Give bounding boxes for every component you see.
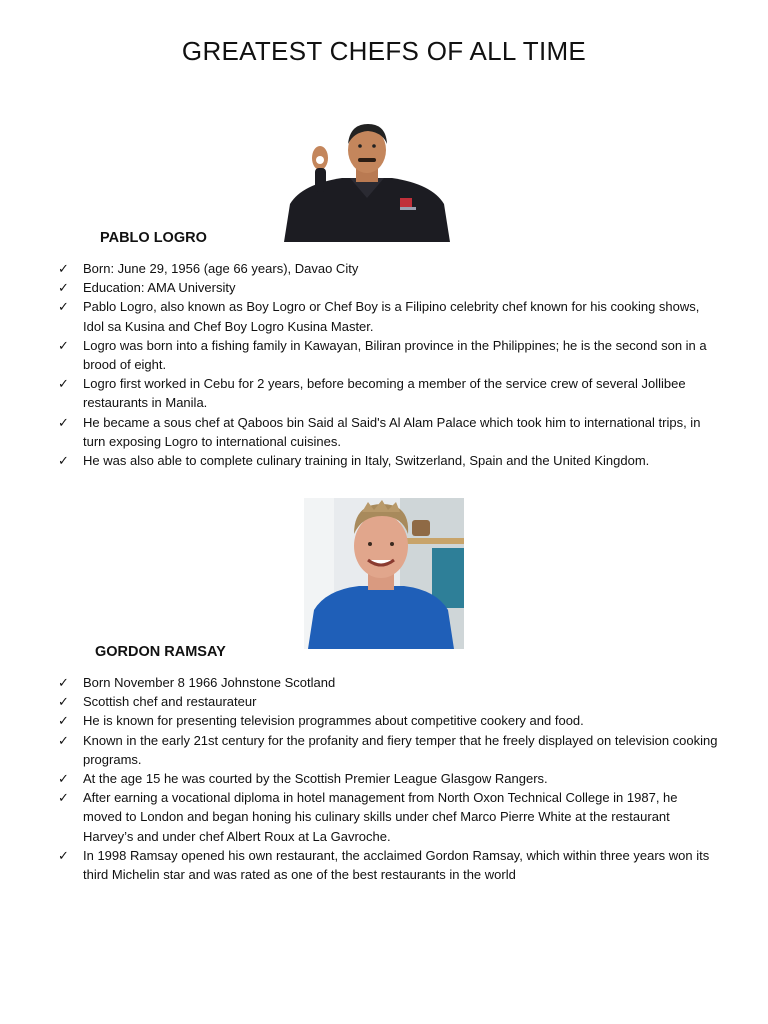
check-icon: ✓ [58,453,69,469]
check-icon: ✓ [58,414,69,430]
check-icon: ✓ [58,299,69,315]
list-item [58,692,718,711]
check-icon: ✓ [58,261,69,276]
chef-gordon-ramsay-photo [304,498,464,649]
fact-text: Education: AMA University [83,280,236,296]
list-item [58,788,718,846]
page-title: GREATEST CHEFS OF ALL TIME [181,36,587,66]
check-icon: ✓ [58,771,69,787]
check-icon: ✓ [58,694,69,710]
fact-text: He is known for presenting television programmes about competitive cookery and food. [83,713,584,729]
list-item [58,731,718,769]
check-icon: ✓ [58,280,69,296]
fact-text: Born: June 29, 1956 (age 66 years), Davao City [83,261,359,276]
fact-text: Known in the early 21st century for the profanity and fiery temper that he freely displayed on television cooking programs. [83,732,718,767]
pablo-logro-facts-list [58,259,718,470]
fact-text: Pablo Logro, also known as Boy Logro or Chef Boy is a Filipino celebrity chef known for his cooking shows, Idol sa Kusina and Chef Boy Logro Kusina Master. [83,299,700,334]
list-item [58,336,718,374]
check-icon: ✓ [58,337,69,353]
chef-pablo-logro-photo [282,118,452,242]
chef-name-pablo-logro: PABLO LOGRO [100,230,207,246]
gordon-ramsay-facts-list [58,673,718,884]
fact-text: Logro was born into a fishing family in Kawayan, Biliran province in the Philippines; he is the second son in a brood of eight. [83,337,707,373]
check-icon: ✓ [58,376,69,392]
list-item [58,711,718,730]
fact-text: He became a sous chef at Qaboos bin Said al Said's Al Alam Palace which took him to international trips, in turn exposing Logro to international cuisines. [83,414,701,449]
fact-text: At the age 15 he was courted by the Scottish Premier League Glasgow Rangers. [83,771,548,787]
check-icon: ✓ [58,675,69,690]
list-item [58,259,718,278]
list-item [58,451,718,470]
list-item [58,297,718,335]
list-item [58,769,718,788]
fact-text: Logro first worked in Cebu for 2 years, before becoming a member of the service crew of several Jollibee restaurants in Manila. [83,376,686,411]
check-icon: ✓ [58,847,69,863]
list-item [58,374,718,412]
list-item [58,278,718,297]
fact-text: After earning a vocational diploma in hotel management from North Oxon Technical College in 1987, he moved to London and began honing his culinary skills under chef Marco Pierre White at the restaurant Harvey’s and under chef Albert Roux at La Gavroche. [83,790,678,844]
fact-text: In 1998 Ramsay opened his own restaurant, the acclaimed Gordon Ramsay, which within three years won its third Michelin star and was rated as one of the best restaurants in the world [83,847,710,883]
list-item [58,673,718,692]
check-icon: ✓ [58,713,69,729]
list-item [58,846,718,884]
fact-text: Born November 8 1966 Johnstone Scotland [83,675,336,690]
fact-text: He was also able to complete culinary training in Italy, Switzerland, Spain and the United Kingdom. [83,453,650,469]
check-icon: ✓ [58,732,69,748]
fact-text: Scottish chef and restaurateur [83,694,257,710]
chef-name-gordon-ramsay: GORDON RAMSAY [95,644,226,660]
list-item [58,413,718,451]
check-icon: ✓ [58,790,69,806]
